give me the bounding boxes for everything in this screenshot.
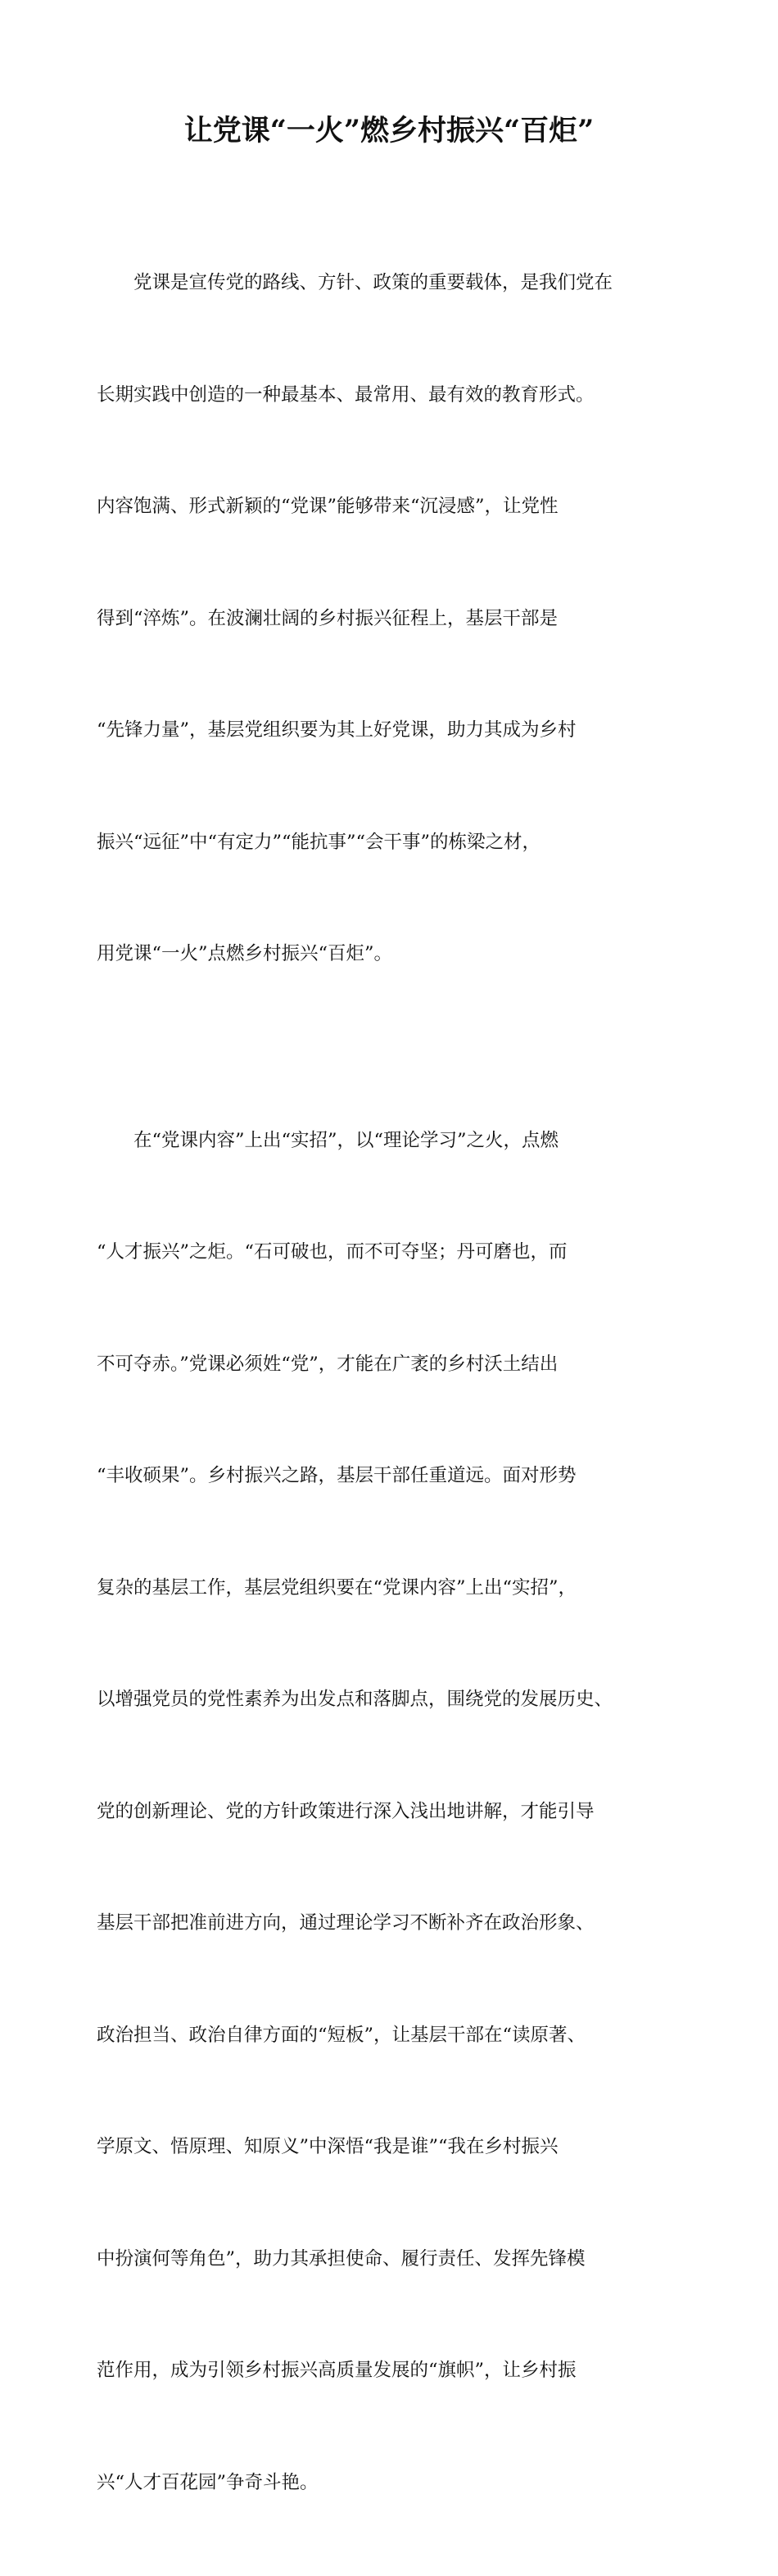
text-line: 振兴“远征”中“有定力”“能抗事”“会干事”的栋梁之材， (97, 824, 688, 862)
text-line: 政治担当、政治自律方面的“短板”，让基层干部在“读原著、 (97, 2017, 688, 2055)
paragraph-2 (97, 1048, 688, 2576)
text-line: “丰收硕果”。乡村振兴之路，基层干部任重道远。面对形势 (97, 1458, 688, 1495)
text-line: “先锋力量”，基层党组织要为其上好党课，助力其成为乡村 (97, 712, 688, 750)
text-line: “人才振兴”之炬。“石可破也，而不可夺坚；丹可磨也，而 (97, 1234, 688, 1272)
text-line: 学原文、悟原理、知原义”中深悟“我是谁”“我在乡村振兴 (97, 2129, 688, 2166)
text-line: 内容饱满、形式新颖的“党课”能够带来“沉浸感”，让党性 (97, 488, 688, 526)
text-line: 用党课“一火”点燃乡村振兴“百炬”。 (97, 936, 688, 973)
document-page (0, 0, 778, 1101)
text-line: 基层干部把准前进方向，通过理论学习不断补齐在政治形象、 (97, 1905, 688, 1943)
text-line: 得到“淬炼”。在波澜壮阔的乡村振兴征程上，基层干部是 (97, 601, 688, 638)
text-line: 党课是宣传党的路线、方针、政策的重要载体，是我们党在 (97, 265, 688, 302)
text-line: 中扮演何等角色”，助力其承担使命、履行责任、发挥先锋模 (97, 2241, 688, 2279)
paragraph-1 (97, 190, 688, 1048)
text-line: 不可夺赤。”党课必须姓“党”，才能在广袤的乡村沃土结出 (97, 1346, 688, 1384)
text-line: 兴“人才百花园”争奇斗艳。 (97, 2465, 688, 2502)
text-line: 以增强党员的党性素养为出发点和落脚点，围绕党的发展历史、 (97, 1681, 688, 1719)
text-line: 在“党课内容”上出“实招”，以“理论学习”之火，点燃 (97, 1122, 688, 1160)
document-title: 让党课“一火”燃乡村振兴“百炬” (82, 111, 696, 151)
text-line: 范作用，成为引领乡村振兴高质量发展的“旗帜”，让乡村振 (97, 2352, 688, 2390)
text-line: 党的创新理论、党的方针政策进行深入浅出地讲解，才能引导 (97, 1794, 688, 1831)
document-body (97, 190, 688, 2576)
text-line: 长期实践中创造的一种最基本、最常用、最有效的教育形式。 (97, 377, 688, 415)
text-line: 复杂的基层工作，基层党组织要在“党课内容”上出“实招”， (97, 1570, 688, 1608)
